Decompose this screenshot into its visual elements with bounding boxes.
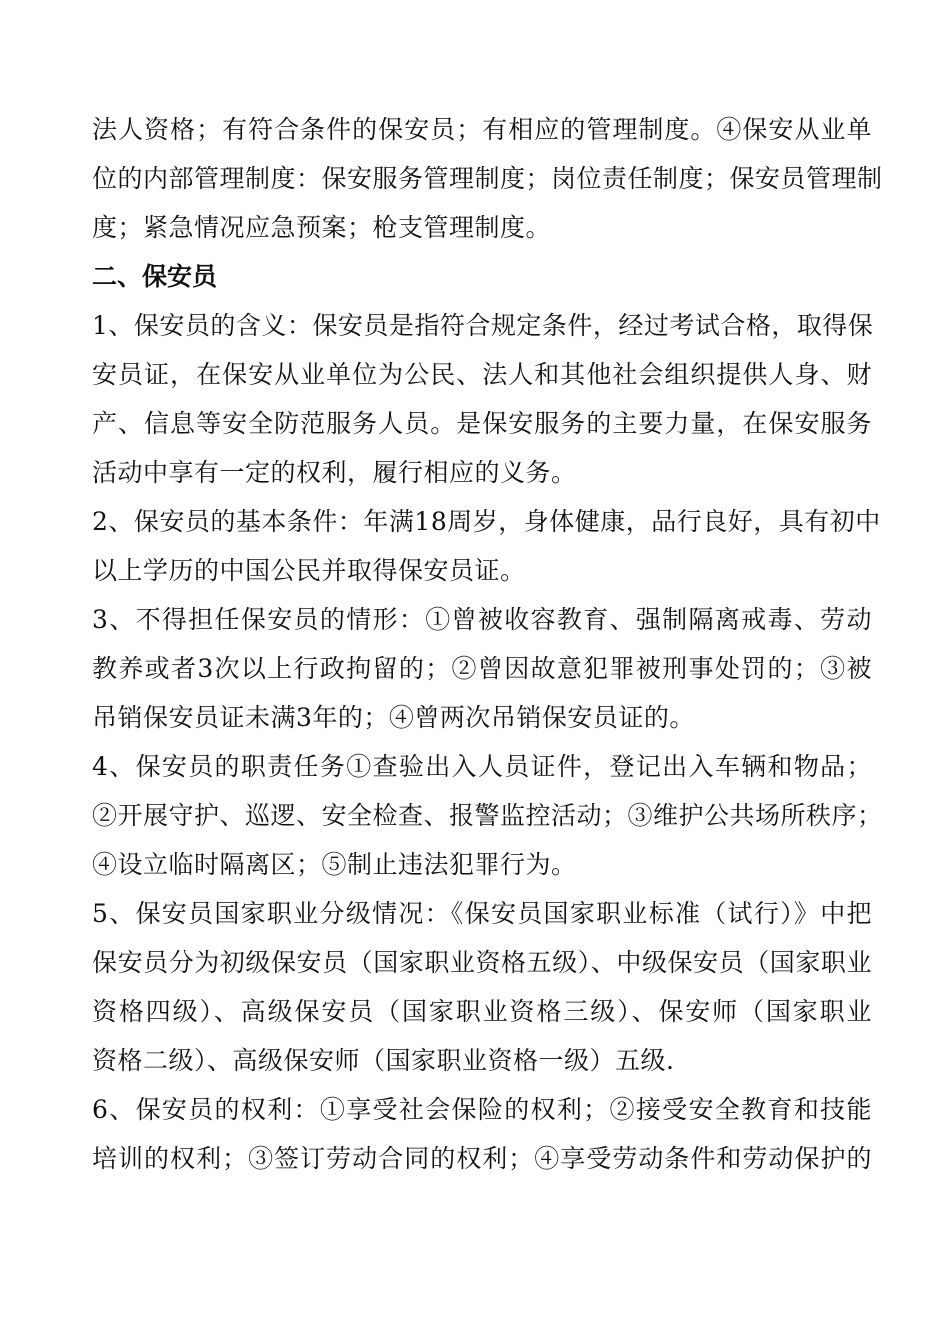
- text-line: 度；紧急情况应急预案；枪支管理制度。: [92, 213, 552, 242]
- text-line: 2、保安员的基本条件：年满18周岁，身体健康，品行良好，具有初中: [92, 507, 881, 536]
- text-line: 4、保安员的职责任务①查验出入人员证件，登记出入车辆和物品；: [92, 752, 872, 781]
- text-line: 产、信息等安全防范服务人员。是保安服务的主要力量，在保安服务: [92, 409, 872, 438]
- text-line: 资格四级）、高级保安员（国家职业资格三级）、保安师（国家职业: [92, 997, 872, 1026]
- text-line: 5、保安员国家职业分级情况：《保安员国家职业标准（试行）》中把: [92, 899, 872, 928]
- text-line: 保安员分为初级保安员（国家职业资格五级）、中级保安员（国家职业: [92, 948, 872, 977]
- document-page: [92, 105, 883, 1183]
- text-line: 活动中享有一定的权利，履行相应的义务。: [92, 458, 577, 487]
- item-4-paragraph: [92, 742, 883, 889]
- item-3-paragraph: [92, 595, 872, 742]
- item-6-paragraph: [92, 1085, 872, 1183]
- text-line: 资格二级）、高级保安师（国家职业资格一级）五级.: [92, 1046, 675, 1075]
- intro-paragraph: [92, 105, 883, 252]
- section-heading: 二、保安员: [92, 262, 218, 291]
- item-2-paragraph: [92, 497, 881, 595]
- text-line: 1、保安员的含义：保安员是指符合规定条件，经过考试合格，取得保: [92, 311, 874, 340]
- text-line: 3、不得担任保安员的情形：①曾被收容教育、强制隔离戒毒、劳动: [92, 605, 872, 634]
- text-line: ②开展守护、巡逻、安全检查、报警监控活动；③维护公共场所秩序；: [92, 801, 883, 830]
- text-line: ④设立临时隔离区；⑤制止违法犯罪行为。: [92, 850, 577, 879]
- text-line: 教养或者3次以上行政拘留的；②曾因故意犯罪被刑事处罚的；③被: [92, 654, 872, 683]
- text-line: 位的内部管理制度：保安服务管理制度；岗位责任制度；保安员管理制: [92, 164, 883, 193]
- text-line: 培训的权利；③签订劳动合同的权利；④享受劳动条件和劳动保护的: [92, 1144, 872, 1173]
- text-line: 安员证，在保安从业单位为公民、法人和其他社会组织提供人身、财: [92, 360, 872, 389]
- item-1-paragraph: [92, 301, 872, 497]
- text-line: 吊销保安员证未满3年的；④曾两次吊销保安员证的。: [92, 703, 695, 732]
- text-line: 6、保安员的权利：①享受社会保险的权利；②接受安全教育和技能: [92, 1095, 872, 1124]
- text-line: 以上学历的中国公民并取得保安员证。: [92, 556, 526, 585]
- text-line: 法人资格；有符合条件的保安员；有相应的管理制度。④保安从业单: [92, 115, 872, 144]
- item-5-paragraph: [92, 889, 872, 1085]
